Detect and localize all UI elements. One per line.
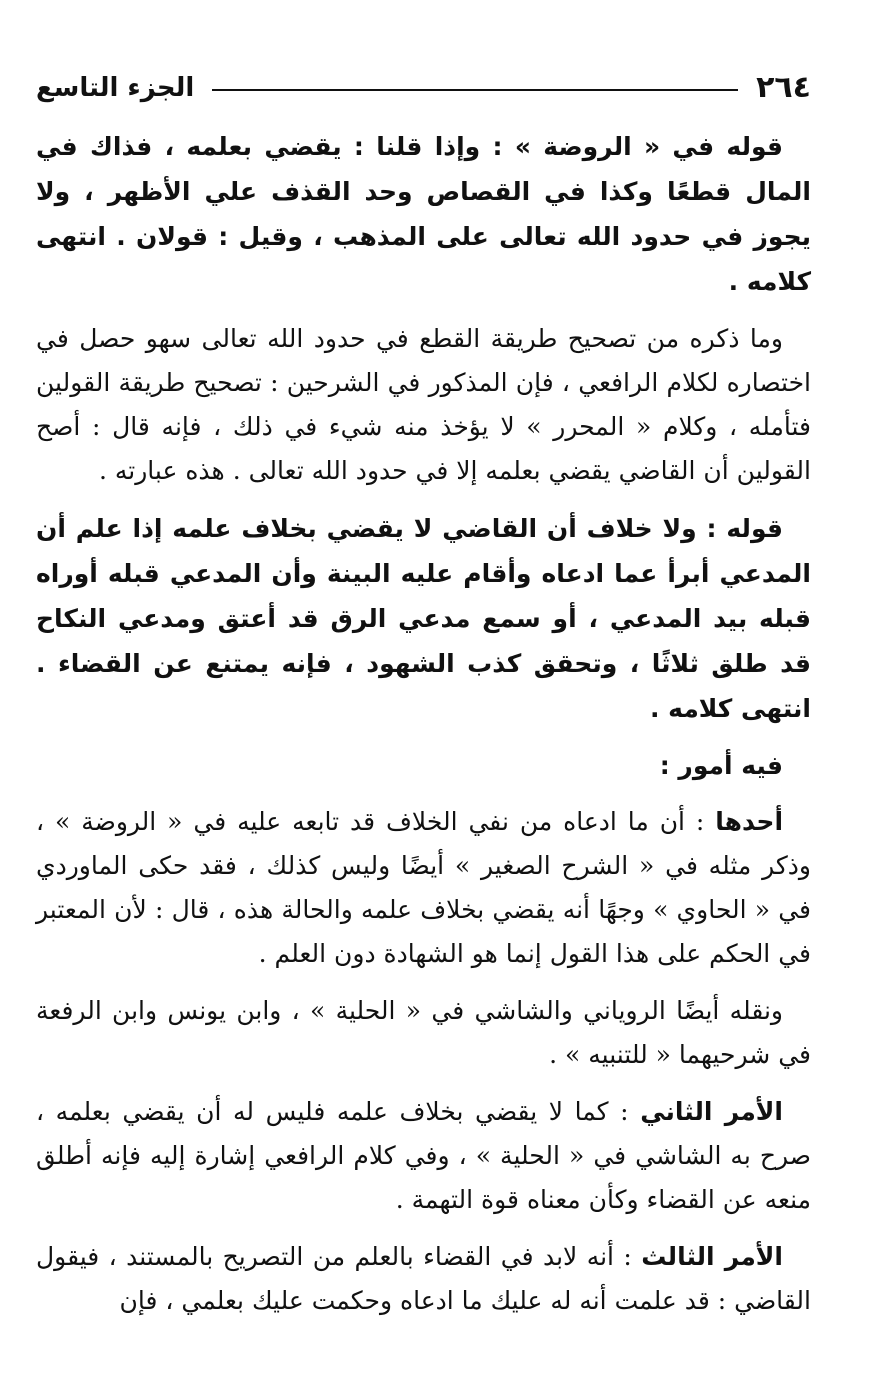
section-heading	[36, 744, 811, 788]
paragraph-text: ونقله أيضًا الروياني والشاشي في « الحلية » ، وابن يونس وابن الرفعة في شرحيهما « للتنبيه » .	[36, 996, 811, 1069]
paragraph-text: قوله : ولا خلاف أن القاضي لا يقضي بخلاف علمه إذا علم أن المدعي أبرأ عما ادعاه وأقام عليه البينة وأن المدعي قبله أوراه قبله بيد المدعي ، أو سمع مدعي الرق قد أعتق ومدعي النكاح قد طلق ثلاثًا ، وتحقق كذب الشهود ، فإنه يمتنع عن القضاء . انتهى كلامه .	[36, 514, 811, 723]
header-rule	[212, 89, 738, 91]
paragraph-text: قوله في « الروضة » : وإذا قلنا : يقضي بعلمه ، فذاك في المال قطعًا وكذا في القصاص وحد القذف علي الأظهر ، ولا يجوز في حدود الله تعالى على المذهب ، وقيل : قولان . انتهى كلامه .	[36, 132, 811, 296]
point-first-continued	[36, 989, 811, 1077]
book-page	[36, 60, 811, 1336]
paragraph-text: : أن ما ادعاه من نفي الخلاف قد تابعه عليه في « الروضة » ، وذكر مثله في « الشرح الصغير » أيضًا وليس كذلك ، فقد حكى الماوردي في « الحاوي » وجهًا أنه يقضي بخلاف علمه والحالة هذه ، قال : لأن المعتبر في الحكم على هذا القول إنما هو الشهادة دون العلم .	[36, 807, 811, 968]
paragraph-text: : كما لا يقضي بخلاف علمه فليس له أن يقضي بعلمه ، صرح به الشاشي في « الحلية » ، وفي كلام الرافعي إشارة إليه فإنه أطلق منعه عن القضاء وكأن معناه قوة التهمة .	[36, 1097, 811, 1214]
paragraph-text: وما ذكره من تصحيح طريقة القطع في حدود الله تعالى سهو حصل في اختصاره لكلام الرافعي ، فإن المذكور في الشرحين : تصحيح طريقة القولين فتأمله ، وكلام « المحرر » لا يؤخذ منه شيء في ذلك ، فإنه قال : أصح القولين أن القاضي يقضي بعلمه إلا في حدود الله تعالى . هذه عبارته .	[36, 324, 811, 485]
quote-paragraph-no-dispute	[36, 506, 811, 731]
point-lead: أحدها	[715, 807, 784, 836]
running-title: الجزء التاسع	[36, 73, 195, 103]
commentary-paragraph	[36, 317, 811, 493]
point-second	[36, 1090, 811, 1222]
point-first	[36, 800, 811, 976]
point-lead: الأمر الثاني	[640, 1097, 783, 1126]
point-third	[36, 1235, 811, 1323]
running-header	[36, 60, 811, 116]
paragraph-text: : أنه لابد في القضاء بالعلم من التصريح بالمستند ، فيقول القاضي : قد علمت أنه له عليك ما ادعاه وحكمت عليك بعلمي ، فإن	[36, 1242, 811, 1315]
page-number: ٢٦٤	[756, 70, 811, 105]
heading-text: فيه أمور :	[659, 751, 783, 780]
point-lead: الأمر الثالث	[641, 1242, 783, 1271]
quote-paragraph-rawdah	[36, 124, 811, 304]
